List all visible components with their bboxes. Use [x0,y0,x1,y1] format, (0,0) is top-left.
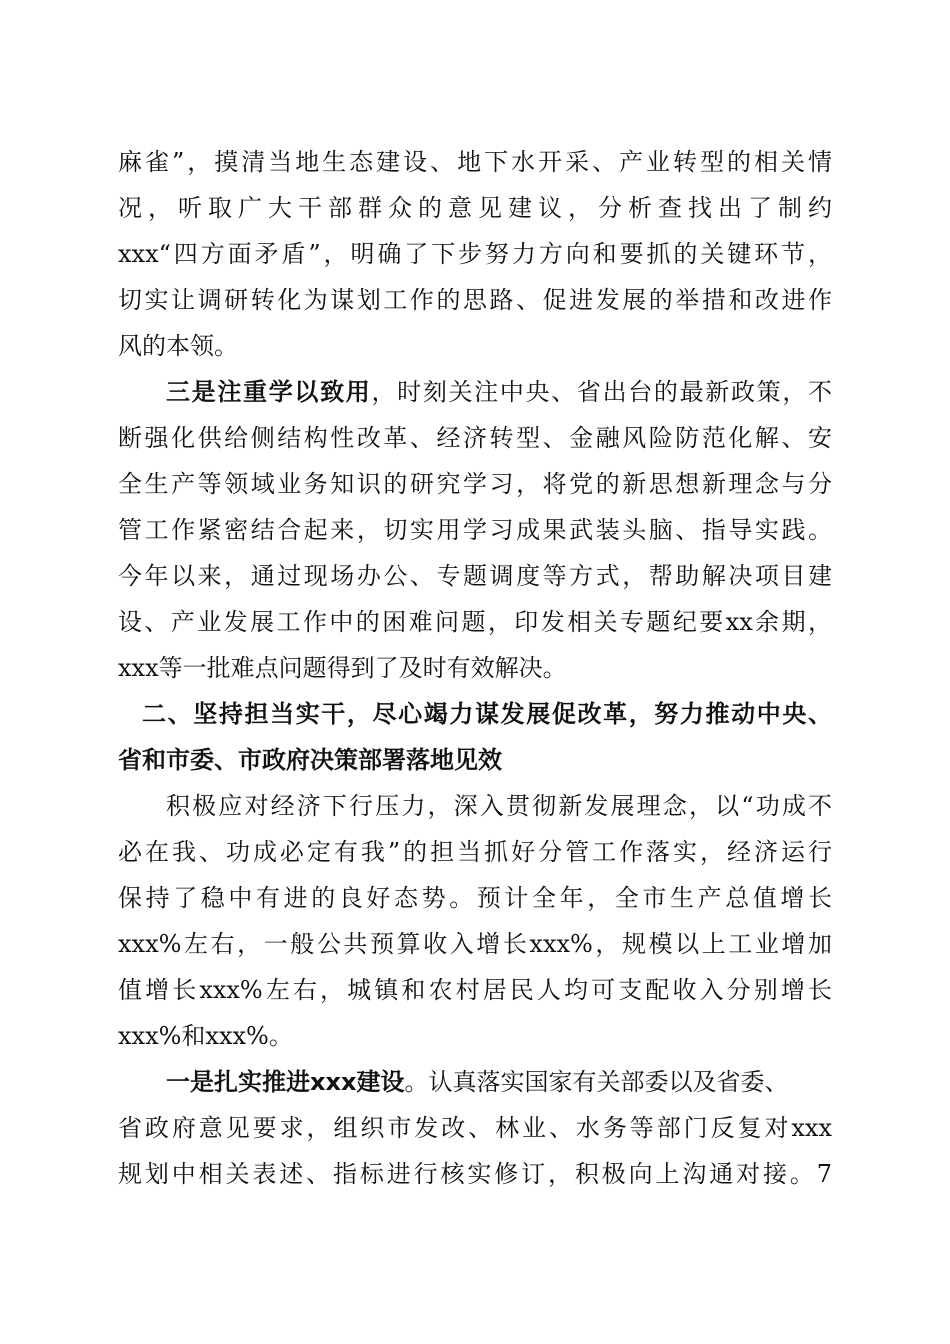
bold-lead: 三是注重学以致用 [166,378,372,406]
paragraph-line: 省政府意见要求，组织市发改、林业、水务等部门反复对xxx [118,1114,832,1142]
paragraph-line: 况，听取广大干部群众的意见建议，分析查找出了制约 [118,194,832,222]
paragraph-text: 。认真落实国家有关部委以及省委、 [404,1068,789,1096]
paragraph-line: 管工作紧密结合起来，切实用学习成果武装头脑、指导实践。 [118,516,832,544]
paragraph-first-line [166,1067,832,1097]
paragraph-line: 积极应对经济下行压力，深入贯彻新发展理念，以“功成不 [166,792,832,820]
paragraph-text: ，时刻关注中央、省出台的最新政策，不 [371,378,833,406]
paragraph-line: xxx%和xxx%。 [118,1022,293,1050]
paragraph-line: 规划中相关表述、指标进行核实修订，积极向上沟通对接。7 [118,1160,832,1188]
paragraph-line: 麻雀”，摸清当地生态建设、地下水开采、产业转型的相关情 [118,148,832,176]
paragraph-line: 断强化供给侧结构性改革、经济转型、金融风险防范化解、安 [118,424,832,452]
paragraph-line: 值增长xxx%左右，城镇和农村居民人均可支配收入分别增长 [118,976,832,1004]
paragraph-first-line [166,377,832,407]
paragraph-line: 全生产等领域业务知识的研究学习，将党的新思想新理念与分 [118,470,832,498]
paragraph-line: 风的本领。 [118,332,238,360]
paragraph-line: 设、产业发展工作中的困难问题，印发相关专题纪要xx余期， [118,608,832,636]
paragraph-line: 保持了稳中有进的良好态势。预计全年，全市生产总值增长 [118,884,832,912]
section-heading: 二、坚持担当实干，尽心竭力谋发展促改革，努力推动中央、 [142,700,832,728]
paragraph-line: 今年以来，通过现场办公、专题调度等方式，帮助解决项目建 [118,562,832,590]
section-heading: 省和市委、市政府决策部署落地见效 [118,746,502,774]
paragraph-line: 切实让调研转化为谋划工作的思路、促进发展的举措和改进作 [118,286,832,314]
paragraph-line: xxx等一批难点问题得到了及时有效解决。 [118,654,567,682]
paragraph-line: xxx“四方面矛盾”，明确了下步努力方向和要抓的关键环节， [118,240,832,268]
bold-lead: 一是扎实推进xxx建设 [166,1068,405,1096]
paragraph-line: xxx%左右，一般公共预算收入增长xxx%，规模以上工业增加 [118,930,832,958]
paragraph-line: 必在我、功成必定有我”的担当抓好分管工作落实，经济运行 [118,838,832,866]
